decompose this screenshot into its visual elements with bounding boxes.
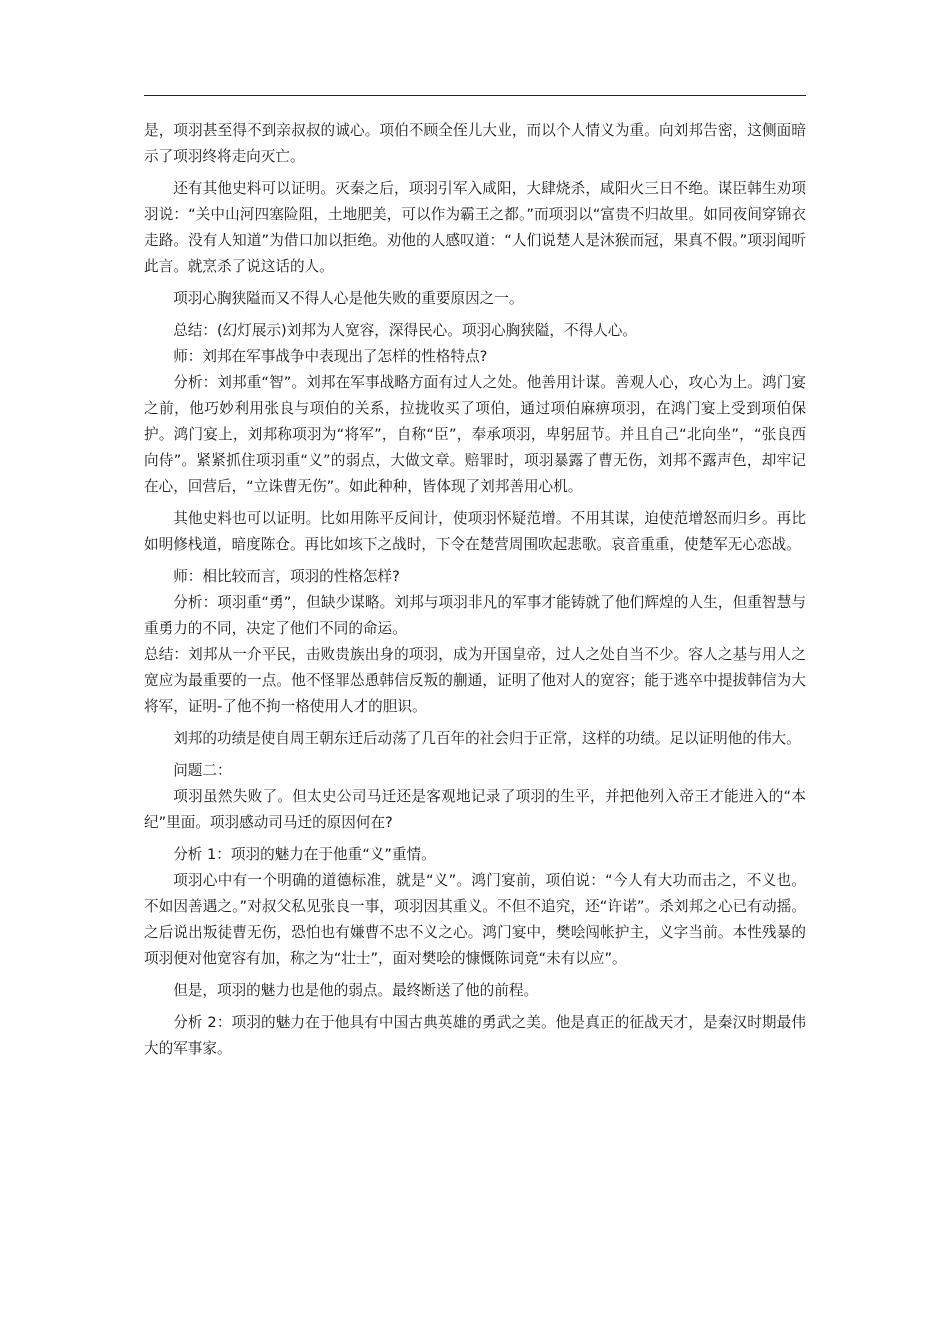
- paragraph: 但是，项羽的魅力也是他的弱点。最终断送了他的前程。: [173, 982, 539, 999]
- paragraph: 还有其他史料可以证明。灭秦之后，项羽引军入咸阳，大肆烧杀，咸阳火三日不绝。谋臣韩生劝项羽说：“关中山河四塞险阻，土地肥美，可以作为霸王之都。”而项羽以“富贵不归故里。如同夜间穿锦衣走路。没有人知道”为借口加以拒绝。劝他的人感叹道：“人们说楚人是沐猴而冠，果真不假。”项羽闻听此言。就烹杀了说这话的人。: [144, 180, 806, 275]
- paragraph: 分析：项羽重“勇”，但缺少谋略。刘邦与项羽非凡的军事才能铸就了他们辉煌的人生，但重智慧与重勇力的不同，决定了他们不同的命运。: [144, 594, 806, 637]
- document-body: [144, 118, 806, 1068]
- paragraph: 项羽心中有一个明确的道德标准，就是“义”。鸿门宴前，项伯说：“今人有大功而击之，不义也。不如因善遇之。”对叔父私见张良一事，项羽因其重义。不但不追究，还“许诺”。杀刘邦之心已有动摇。之后说出叛徒曹无伤，恐怕也有嫌曹不忠不义之心。鸿门宴中，樊哙闯帐护主，义字当前。本性残暴的项羽便对他宽容有加，称之为“壮士”，面对樊哙的慷慨陈词竟“未有以应”。: [144, 872, 806, 967]
- header-rule: [144, 95, 806, 96]
- paragraph: 总结：(幻灯展示)刘邦为人宽容，深得民心。项羽心胸狭隘，不得人心。: [173, 322, 637, 339]
- paragraph: 分析：刘邦重“智”。刘邦在军事战略方面有过人之处。他善用计谋。善观人心，攻心为上。鸿门宴之前，他巧妙利用张良与项伯的关系，拉拢收买了项伯，通过项伯麻痹项羽，在鸿门宴上受到项伯保护。鸿门宴上，刘邦称项羽为“将军”，自称“臣”，奉承项羽，卑躬屈节。并且自己“北向坐”，“张良西向侍”。紧紧抓住项羽重“义”的弱点，大做文章。赔罪时，项羽暴露了曹无伤，刘邦不露声色，却牢记在心，回营后，“立诛曹无伤”。如此种种，皆体现了刘邦善用心机。: [144, 374, 806, 495]
- paragraph: 分析 1：项羽的魅力在于他重“义”重情。: [173, 846, 436, 863]
- paragraph: 师：刘邦在军事战争中表现出了怎样的性格特点?: [173, 348, 488, 365]
- paragraph: 刘邦的功绩是使自周王朝东迁后动荡了几百年的社会归于正常，这样的功绩。足以证明他的伟大。: [173, 730, 801, 747]
- paragraph: 问题二：: [173, 762, 232, 779]
- paragraph: 是，项羽甚至得不到亲叔叔的诚心。项伯不顾全侄儿大业，而以个人情义为重。向刘邦告密，这侧面暗示了项羽终将走向灭亡。: [144, 122, 806, 165]
- paragraph: 分析 2：项羽的魅力在于他具有中国古典英雄的勇武之美。他是真正的征战天才，是秦汉时期最伟大的军事家。: [144, 1014, 806, 1057]
- paragraph: 项羽心胸狭隘而又不得人心是他失败的重要原因之一。: [173, 290, 524, 307]
- paragraph: 总结：刘邦从一介平民，击败贵族出身的项羽，成为开国皇帝，过人之处自当不少。容人之基与用人之宽应为最重要的一点。他不怪罪怂恿韩信反叛的蒯通，证明了他对人的宽容；能于逃卒中提拔韩信为大将军，证明-了他不拘一格使用人才的胆识。: [144, 646, 806, 715]
- paragraph: 师：相比较而言，项羽的性格怎样?: [173, 568, 400, 585]
- paragraph: 项羽虽然失败了。但太史公司马迁还是客观地记录了项羽的生平，并把他列入帝王才能进入的“本纪”里面。项羽感动司马迁的原因何在?: [144, 788, 806, 831]
- paragraph: 其他史料也可以证明。比如用陈平反间计，使项羽怀疑范增。不用其谋，迫使范增怒而归乡。再比如明修栈道，暗度陈仓。再比如垓下之战时，下令在楚营周围吹起悲歌。哀音重重，使楚军无心恋战。: [144, 510, 806, 553]
